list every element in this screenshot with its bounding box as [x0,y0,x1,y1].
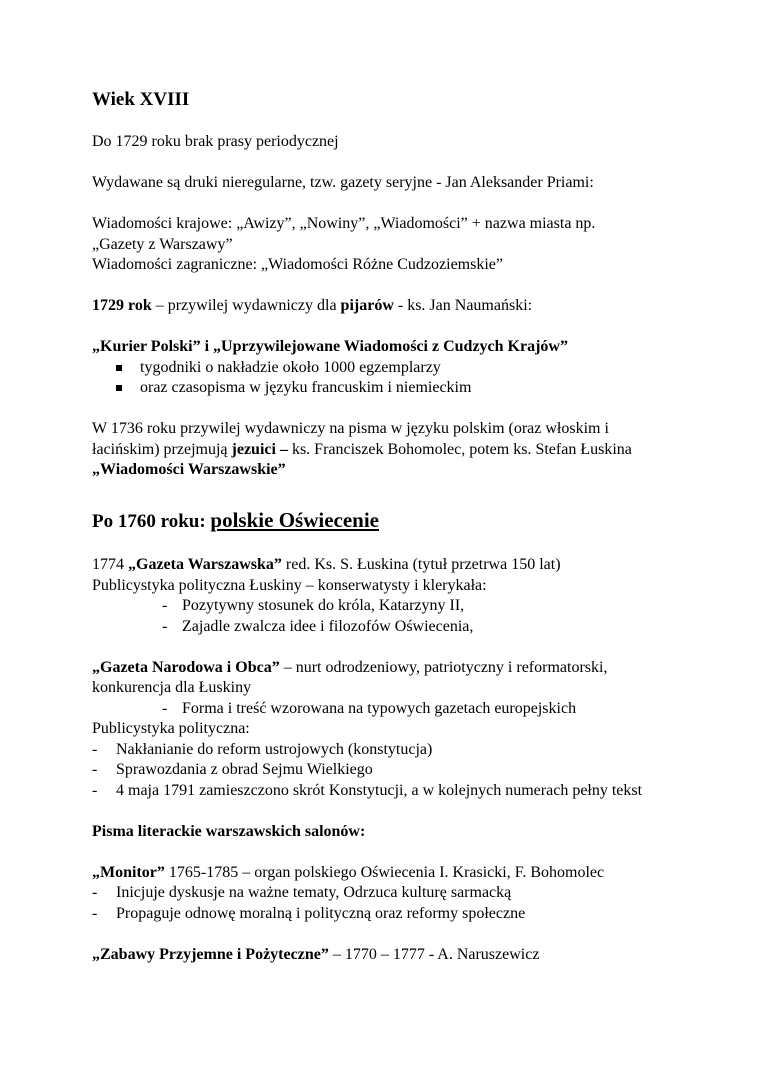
list-item-text: Propaguje odnowę moralną i polityczną oraz reformy społeczne [116,904,526,922]
gazeta-warszawska-rest: red. Ks. S. Łuskina (tytuł przetrwa 150 lat) [281,556,561,573]
monitor-title: „Monitor” [92,863,165,881]
monitor-rest: 1765-1785 – organ polskiego Oświecenia I. Krasicki, F. Bohomolec [164,863,605,881]
dash-marker: - [92,740,98,758]
gazeta-warszawska-title: „Gazeta Warszawska” [128,556,282,573]
dash-marker: - [162,617,168,635]
list-item [92,596,732,617]
kurier-list [92,358,732,399]
list-item: tygodniki o nakładzie około 1000 egzemplarzy [92,358,732,379]
list-item-text: Pozytywny stosunek do króla, Katarzyny II, [182,597,465,614]
paragraph-1729 [92,296,732,317]
list-item [92,904,732,925]
dash-marker: - [92,781,98,799]
kurier-title [92,337,732,358]
konkurencja-line: konkurencja dla Łuskiny [92,679,252,696]
pisma-heading [92,822,732,843]
paragraph-irregular-prints: Wydawane są druki nieregularne, tzw. gazety seryjne - Jan Aleksander Priami: [92,174,594,191]
list-item [92,740,732,761]
list-item [92,781,732,802]
paragraph-no-press: Do 1729 roku brak prasy periodycznej [92,133,339,150]
text-lacinskim: łacińskim) przejmują [92,440,232,458]
publicystyka-line: Publicystyka polityczna: [92,720,250,737]
text-bohomolec: ks. Franciszek Bohomolec, potem ks. Stefan Łuskina [287,440,632,458]
list-item-text: Zajadle zwalcza idee i filozofów Oświecenia, [182,617,474,635]
year-1774: 1774 [92,556,128,573]
gazeta-narodowa-rest: – nurt odrodzeniowy, patriotyczny i reformatorski, [279,658,608,676]
heading2-underlined: polskie Oświecenie [210,508,379,532]
paragraph-1736-line3 [92,460,732,481]
dash-marker: - [92,761,98,778]
pisma-heading-text: Pisma literackie warszawskich salonów: [92,822,366,840]
paragraph-1736-line1: W 1736 roku przywilej wydawniczy na pisma w języku polskim (oraz włoskim i [92,420,609,437]
list-item: oraz czasopisma w języku francuskim i niemieckim [92,378,732,399]
kurier-title-text: „Kurier Polski” i „Uprzywilejowane Wiadomości z Cudzych Krajów” [92,338,568,355]
zabawy-rest: – 1770 – 1777 - A. Naruszewicz [328,945,540,963]
paragraph-1736-line2 [92,440,732,461]
list-item [92,699,732,720]
text-privilege: – przywilej wydawniczy dla [151,297,341,314]
list-item-text: Inicjuje dyskusje na ważne tematy, Odrzuca kulturę sarmacką [116,884,512,901]
pijarow: pijarów [340,297,394,314]
wiadomosci-warszawskie: „Wiadomości Warszawskie” [92,461,286,478]
dash-marker: - [162,699,168,717]
gazeta-narodowa-title: „Gazeta Narodowa i Obca” [92,658,280,676]
list-item-text: Sprawozdania z obrad Sejmu Wielkiego [116,761,373,778]
list-item-text: Forma i treść wzorowana na typowych gazetach europejskich [182,699,577,717]
zabawy-title: „Zabawy Przyjemne i Pożyteczne” [92,945,329,963]
luskina-publicystyka: Publicystyka polityczna Łuskiny – konserwatysty i klerykała: [92,576,487,594]
monitor-line [92,863,732,884]
dash-marker: - [92,904,98,922]
year-1729: 1729 rok [92,297,152,314]
list-item-text: Nakłanianie do reform ustrojowych (konstytucja) [116,740,433,758]
dash-marker: - [162,597,168,614]
paragraph-foreign-news: Wiadomości zagraniczne: „Wiadomości Różne Cudzoziemskie” [92,256,503,273]
paragraph-domestic-news-2: „Gazety z Warszawy” [92,235,233,253]
gazeta-narodowa-line [92,658,732,679]
document-page [92,88,732,965]
zabawy-line [92,945,732,966]
heading-wiek-xviii: Wiek XVIII [92,89,190,110]
paragraph-domestic-news-1: Wiadomości krajowe: „Awizy”, „Nowiny”, „Wiadomości” + nazwa miasta np. [92,215,596,232]
list-item [92,617,732,638]
list-item [92,760,732,781]
dash-marker: - [92,884,98,901]
text-naumanski: - ks. Jan Naumański: [393,297,533,314]
list-item [92,883,732,904]
heading-po-1760 [92,507,732,535]
jezuici: jezuici – [231,440,288,458]
gazeta-warszawska-line [92,555,732,576]
heading2-prefix: Po 1760 roku: [92,511,211,532]
list-item-text: 4 maja 1791 zamieszczono skrót Konstytucji, a w kolejnych numerach pełny tekst [116,781,643,799]
